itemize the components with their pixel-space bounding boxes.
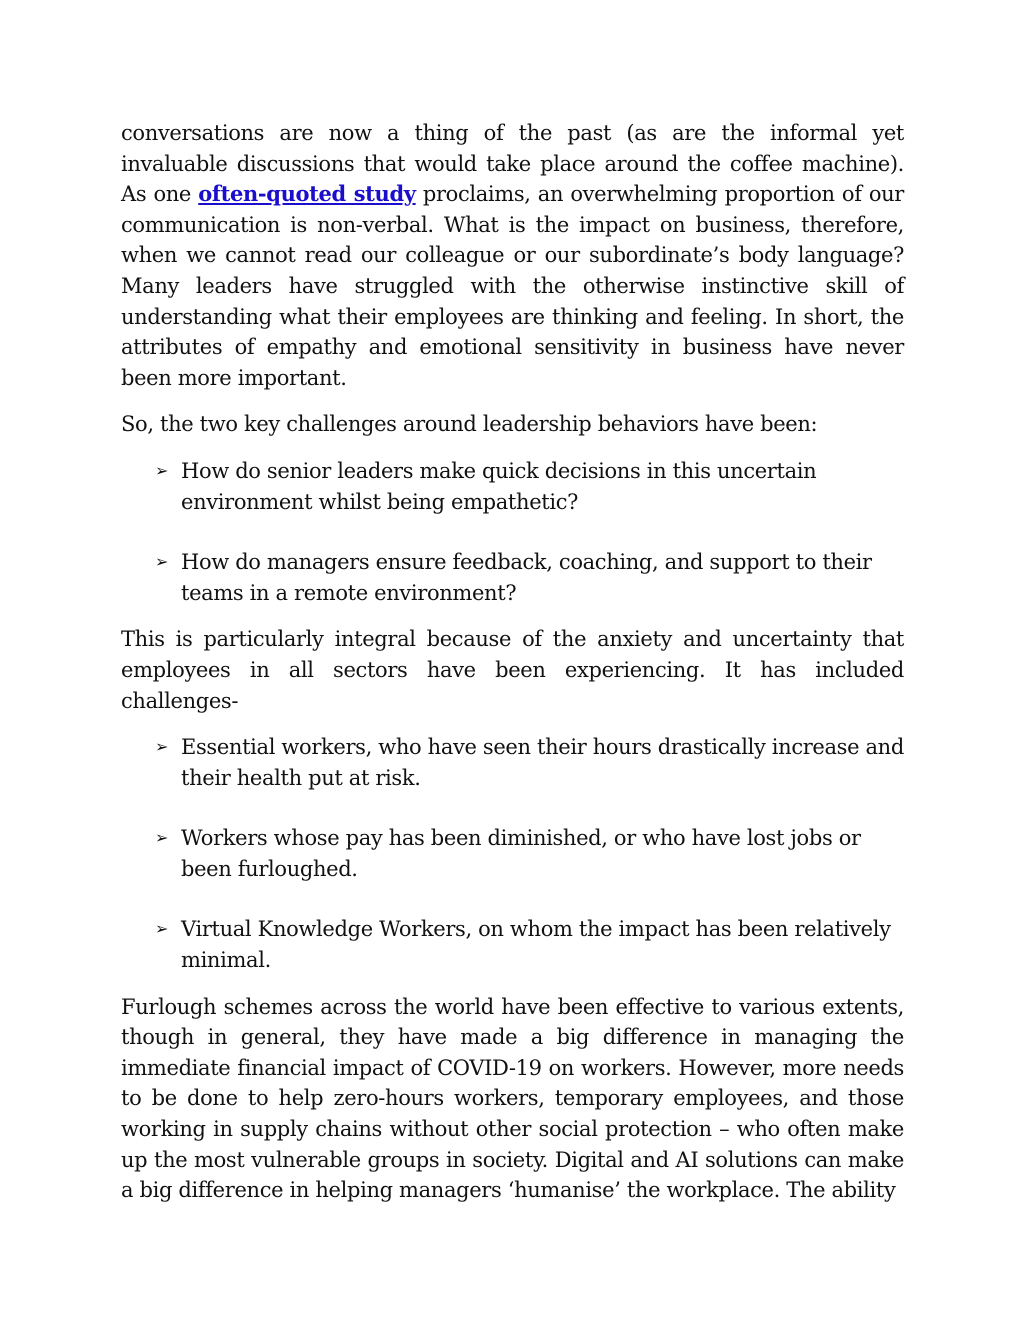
arrow-bullet-icon: ➢ — [155, 828, 169, 848]
arrow-bullet-icon: ➢ — [155, 737, 169, 757]
paragraph-furlough: Furlough schemes across the world have been effective to various extents, though in general, they have made a big difference in managing the immediate financial impact of COVID-19 on workers. However, more needs to be done to help zero-hours workers, temporary employees, and those working in supply chains without other social protection – who often make up the most vulnerable groups in society. Digital and AI solutions can make a big difference in helping managers ‘humanise’ the workplace. The ability — [121, 994, 904, 1203]
list-item — [121, 456, 904, 517]
paragraph-communication — [121, 118, 904, 393]
list-item-text: How do senior leaders make quick decisions in this uncertain environment whilst being empathetic? — [181, 458, 817, 514]
often-quoted-study-link[interactable]: often-quoted study — [198, 181, 416, 207]
arrow-bullet-icon: ➢ — [155, 552, 169, 572]
list-item-text: Essential workers, who have seen their hours drastically increase and their health put at risk. — [181, 735, 904, 790]
list-item-text: How do managers ensure feedback, coaching, and support to their teams in a remote environment? — [181, 550, 872, 605]
arrow-bullet-icon: ➢ — [155, 919, 169, 939]
paragraph-text: conversations are now a thing of the past (as are the informal yet invaluable discussions that would take place around the coffee machine). As one — [121, 121, 904, 207]
document-page — [121, 118, 904, 1222]
list-item-text: Virtual Knowledge Workers, on whom the impact has been relatively minimal. — [181, 917, 891, 973]
paragraph-anxiety: This is particularly integral because of the anxiety and uncertainty that employees in all sectors have been experiencing. It has included challenges- — [121, 627, 904, 713]
worker-groups-list — [121, 732, 904, 976]
paragraph-challenges-intro: So, the two key challenges around leadership behaviors have been: — [121, 412, 818, 437]
list-item-text: Workers whose pay has been diminished, or who have lost jobs or been furloughed. — [181, 826, 861, 881]
paragraph-text: proclaims, an overwhelming proportion of our communication is non-verbal. What is the impact on business, therefore, when we cannot read our colleague or our subordinate’s body language? Many leaders have struggled with the otherwise instinctive skill of understanding what their employees are thinking and feeling. In short, the attributes of empathy and emotional sensitivity in business have never been more important. — [121, 182, 904, 390]
list-item — [121, 732, 904, 793]
leadership-challenges-list — [121, 456, 904, 608]
list-item — [121, 547, 904, 608]
list-item — [121, 823, 904, 884]
list-item — [121, 914, 904, 975]
arrow-bullet-icon: ➢ — [155, 460, 169, 480]
